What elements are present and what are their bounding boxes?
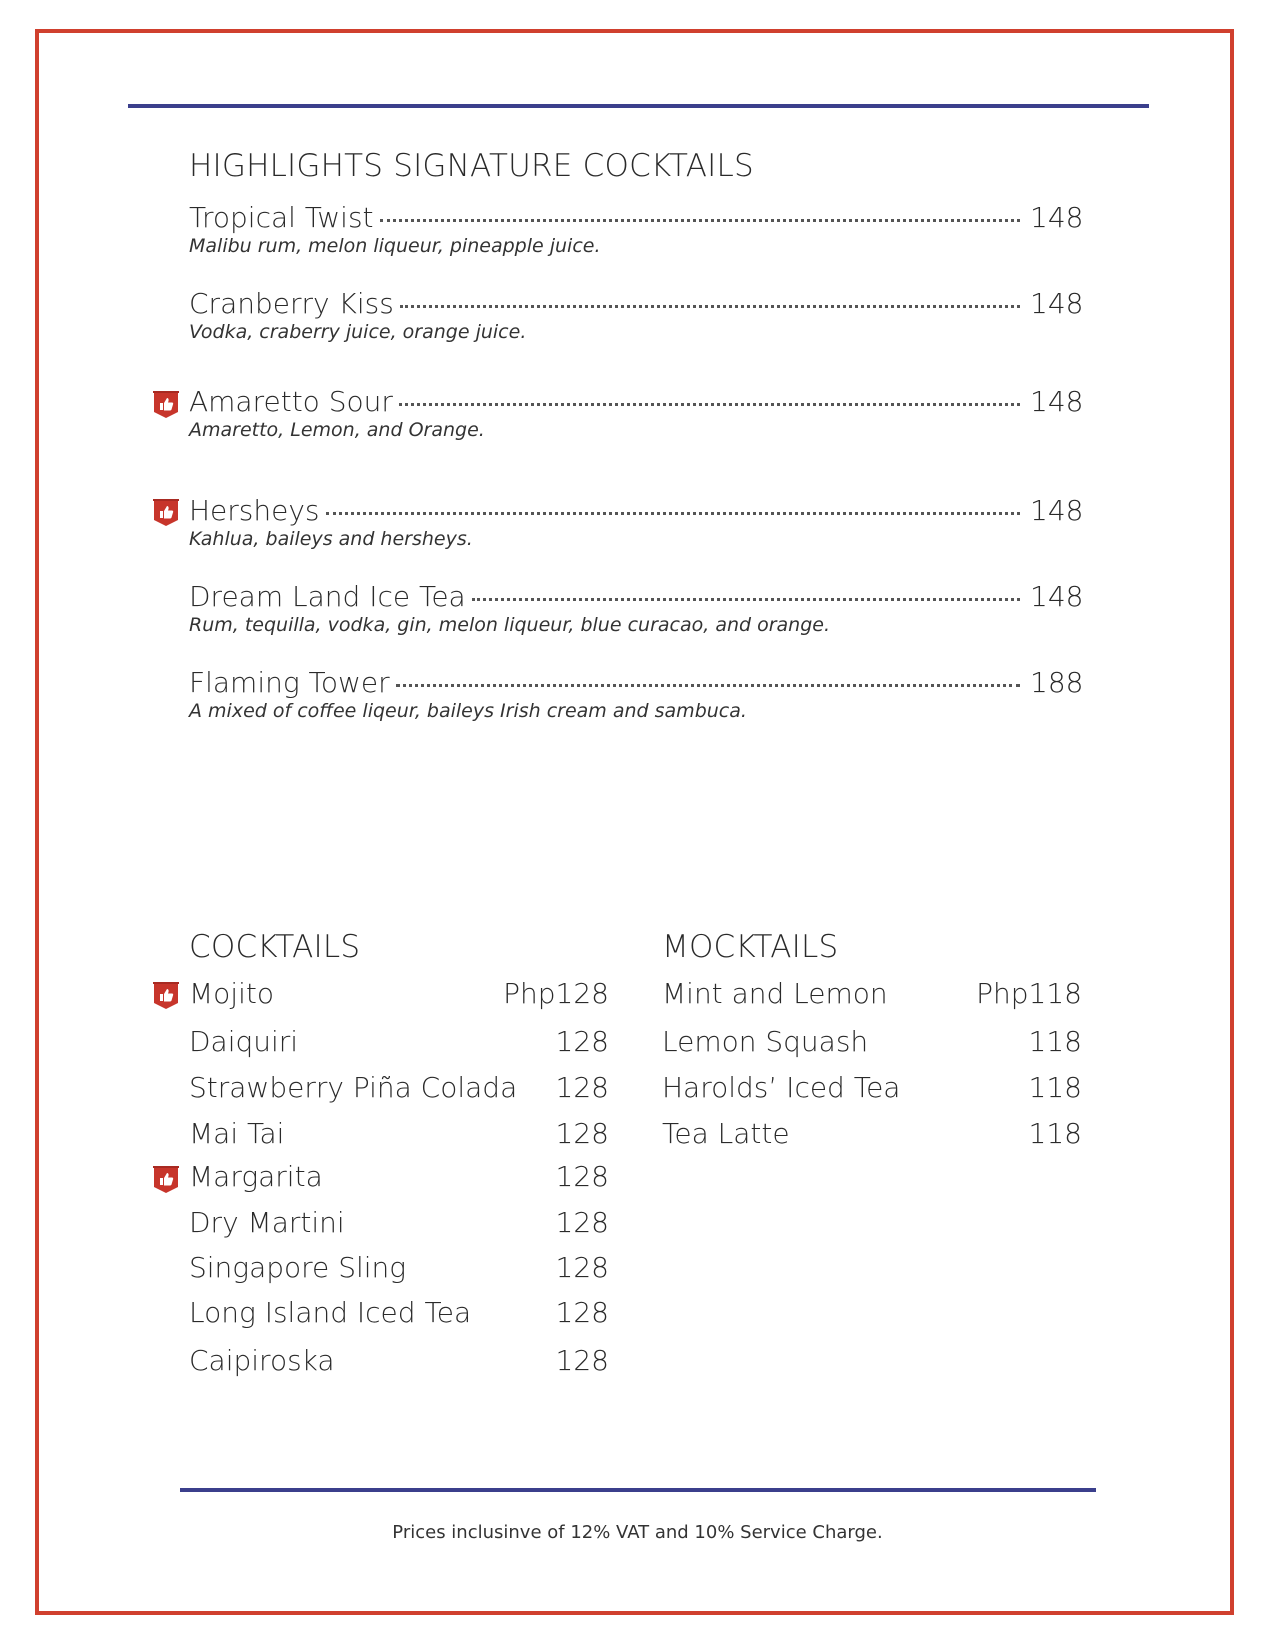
signature-item-amaretto-sour: [189, 385, 1082, 441]
item-name: Lemon Squash: [662, 1025, 869, 1058]
thumbs-up-badge-icon: [153, 1166, 179, 1194]
item-name: Singapore Sling: [189, 1251, 407, 1284]
item-name: Flaming Tower: [189, 666, 390, 699]
dot-leader: [400, 305, 1020, 308]
cocktail-item: [189, 1344, 609, 1377]
item-name: Mai Tai: [189, 1117, 285, 1150]
mocktail-item: [662, 1071, 1082, 1104]
cocktail-item: [189, 1251, 609, 1284]
item-description: Kahlua, baileys and hersheys.: [189, 528, 473, 550]
cocktail-item: [189, 1117, 609, 1150]
item-name: Dream Land Ice Tea: [189, 580, 466, 613]
cocktail-item: [189, 1160, 609, 1193]
cocktail-item: [189, 1296, 609, 1329]
dot-leader: [472, 598, 1020, 601]
item-price: 128: [555, 1206, 609, 1239]
cocktail-item: [189, 1025, 609, 1058]
item-name: Cranberry Kiss: [189, 287, 394, 320]
item-name: Caipiroska: [189, 1344, 335, 1377]
mocktail-item: [662, 1117, 1082, 1150]
dot-leader: [396, 684, 1020, 687]
item-name: Mint and Lemon: [662, 977, 888, 1010]
item-name: Tropical Twist: [189, 201, 374, 234]
item-price: 128: [555, 1117, 609, 1150]
item-name: Long Island Iced Tea: [189, 1296, 472, 1329]
cocktail-item: [189, 1206, 609, 1239]
footer-price-note: Prices inclusinve of 12% VAT and 10% Service Charge.: [392, 1522, 883, 1543]
item-name: Mojito: [189, 977, 274, 1010]
mocktail-item: [662, 977, 1082, 1010]
dot-leader: [380, 219, 1020, 222]
cocktail-item: [189, 1071, 609, 1104]
dot-leader: [399, 403, 1020, 406]
item-price: 148: [1030, 494, 1084, 527]
item-price: 118: [1028, 1071, 1082, 1104]
cocktail-item: [189, 977, 609, 1010]
signature-item-flaming-tower: [189, 666, 1082, 722]
thumbs-up-badge-icon: [153, 499, 179, 527]
item-price: 128: [555, 1160, 609, 1193]
item-description: Amaretto, Lemon, and Orange.: [189, 419, 485, 441]
item-name: Hersheys: [189, 494, 320, 527]
item-description: Rum, tequilla, vodka, gin, melon liqueur, blue curacao, and orange.: [189, 614, 831, 636]
dot-leader: [326, 512, 1020, 515]
page-border-frame: [35, 29, 1234, 1615]
item-price: 128: [555, 1296, 609, 1329]
item-name: Harolds’ Iced Tea: [662, 1071, 901, 1104]
signature-section-title: HIGHLIGHTS SIGNATURE COCKTAILS: [189, 148, 754, 184]
item-price: 128: [555, 1071, 609, 1104]
signature-item-hersheys: [189, 494, 1082, 550]
item-description: A mixed of coffee liqeur, baileys Irish cream and sambuca.: [189, 700, 747, 722]
item-description: Malibu rum, melon liqueur, pineapple juice.: [189, 235, 601, 257]
item-name: Margarita: [189, 1160, 323, 1193]
item-name: Strawberry Piña Colada: [189, 1071, 518, 1104]
item-price: 148: [1030, 201, 1084, 234]
item-price: 128: [555, 1344, 609, 1377]
item-name: Tea Latte: [662, 1117, 790, 1150]
item-name: Amaretto Sour: [189, 385, 393, 418]
item-price: 118: [1028, 1025, 1082, 1058]
item-price: 148: [1030, 385, 1084, 418]
item-name: Dry Martini: [189, 1206, 345, 1239]
item-description: Vodka, craberry juice, orange juice.: [189, 321, 527, 343]
signature-item-tropical-twist: [189, 201, 1082, 257]
mocktails-section-title: MOCKTAILS: [662, 929, 839, 965]
signature-item-cranberry-kiss: [189, 287, 1082, 343]
item-price: 148: [1030, 287, 1084, 320]
item-price: Php118: [976, 977, 1082, 1010]
bottom-divider: [180, 1488, 1096, 1492]
item-price: 128: [555, 1025, 609, 1058]
item-price: 128: [555, 1251, 609, 1284]
item-price: 118: [1028, 1117, 1082, 1150]
item-price: Php128: [503, 977, 609, 1010]
item-name: Daiquiri: [189, 1025, 299, 1058]
item-price: 188: [1030, 666, 1084, 699]
cocktails-section-title: COCKTAILS: [189, 929, 361, 965]
top-divider: [128, 104, 1149, 108]
thumbs-up-badge-icon: [153, 391, 179, 419]
mocktail-item: [662, 1025, 1082, 1058]
item-price: 148: [1030, 580, 1084, 613]
thumbs-up-badge-icon: [153, 982, 179, 1010]
signature-item-dream-land-ice-tea: [189, 580, 1082, 636]
